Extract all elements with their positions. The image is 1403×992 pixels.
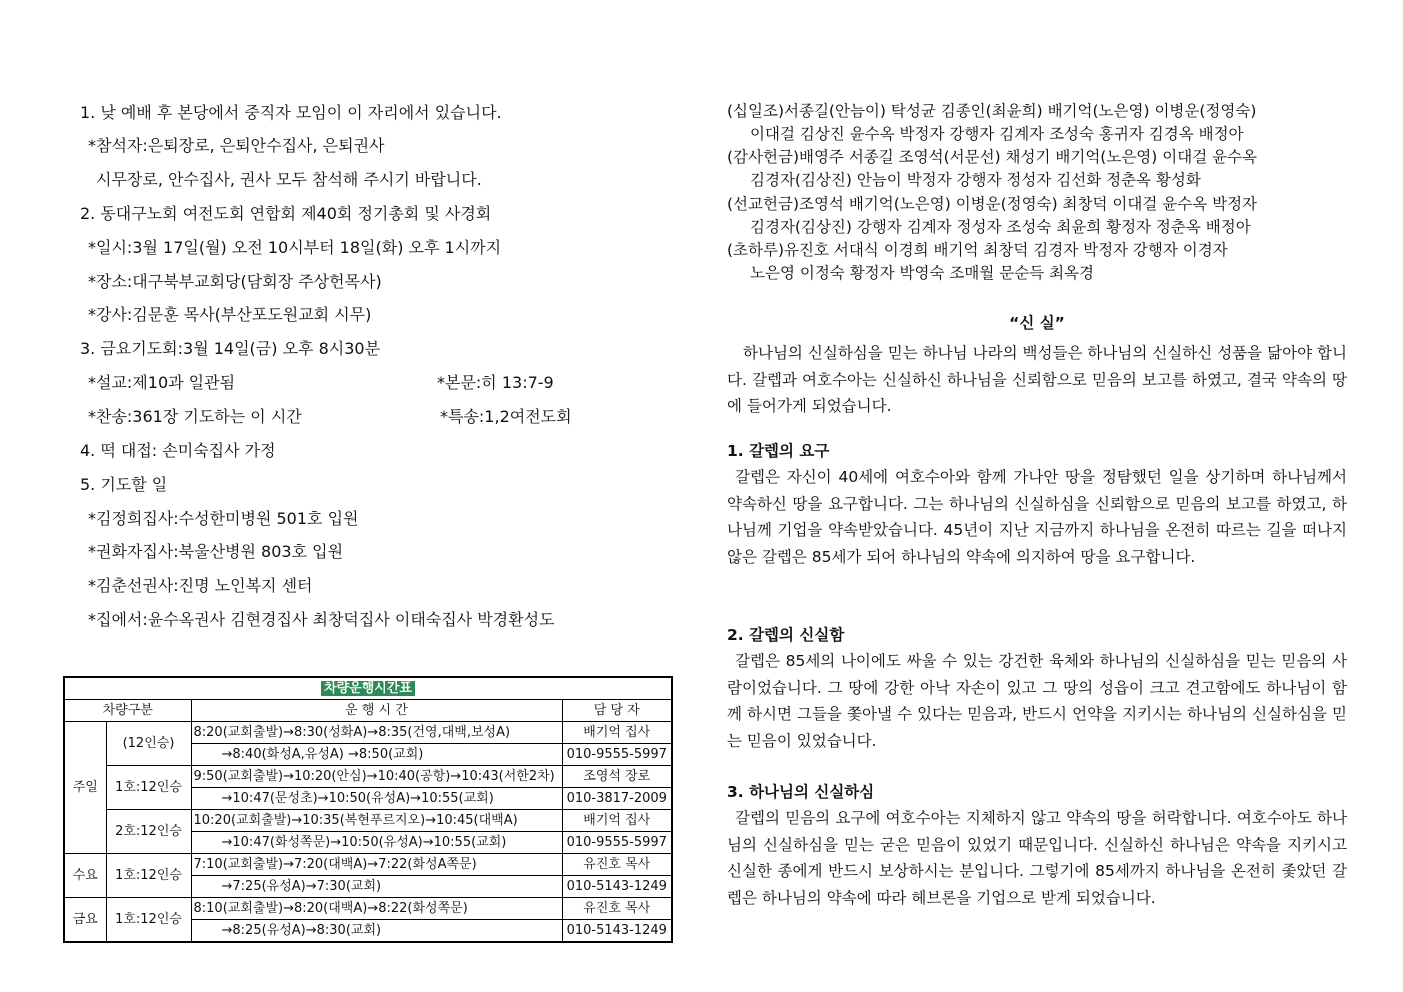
prayer-item: *집에서:윤수옥권사 김현경집사 최창덕집사 이태숙집사 박경환성도 [88, 610, 555, 629]
table-title-cell [64, 677, 672, 700]
vehicle-type: 1호:12인승 [106, 854, 191, 898]
route-line: 8:10(교회출발)→8:20(대백A)→8:22(화성쪽문) [191, 898, 562, 920]
section-heading-2: 2. 갈렙의 신실함 [727, 626, 845, 644]
day-friday: 금요 [64, 898, 106, 943]
driver-name: 조영석 장로 [562, 766, 672, 788]
driver-phone: 010-3817-2009 [562, 788, 672, 810]
table-title: 차량운행시간표 [321, 681, 415, 696]
section-body-3: 갈렙의 믿음의 요구에 여호수아는 지체하지 않고 약속의 땅을 허락합니다. 여호수아도 하나님의 신실하심을 믿는 굳은 믿음이 있었기 때문입니다. 신실하신 하나님은 약속을 지키시고 신실한 종에게 반드시 보상하시는 분입니다. 그렇기에 85세까지 하나님을 온전히 좇았던 갈렙은 하나님의 약속에 따라 헤브론을 기업으로 받게 되었습니다. [727, 809, 1347, 907]
route-line: 7:10(교회출발)→7:20(대백A)→7:22(화성A쪽문) [191, 854, 562, 876]
offering-first-day-cont: 노은영 이정숙 황정자 박영숙 조매월 문순득 최옥경 [750, 264, 1094, 282]
notice-2: 2. 동대구노회 여전도회 연합회 제40회 정기총회 및 사경회 [80, 204, 492, 223]
driver-name: 유진호 목사 [562, 898, 672, 920]
vehicle-type: 2호:12인승 [106, 810, 191, 854]
section-body-2: 갈렙은 85세의 나이에도 싸울 수 있는 강건한 육체와 하나님의 신실하심을 믿는 믿음의 사람이었습니다. 그 땅에 강한 아낙 자손이 있고 그 땅의 성읍이 크고 견고함에도 하나님이 함께 하시면 그들을 쫓아낼 수 있다는 믿음과, 반드시 언약을 지키시는 하나님의 신실하심을 믿는 믿음이 있었습니다. [727, 652, 1347, 750]
driver-name: 배기억 집사 [562, 722, 672, 744]
header-driver: 담 당 자 [562, 700, 672, 722]
day-wednesday: 수요 [64, 854, 106, 898]
notice-2-place: *장소:대구북부교회당(담회장 주상헌목사) [88, 272, 382, 291]
route-line: →10:47(화성쪽문)→10:50(유성A)→10:55(교회) [191, 832, 562, 854]
header-schedule: 운 행 시 간 [191, 700, 562, 722]
route-line: →8:40(화성A,유성A) →8:50(교회) [191, 744, 562, 766]
notice-3-sermon: *설교:제10과 일관됨 [88, 373, 236, 392]
vehicle-type: 1호:12인승 [106, 766, 191, 810]
section-body-1: 갈렙은 자신이 40세에 여호수아와 함께 가나안 땅을 정탐했던 일을 상기하며 하나님께서 약속하신 땅을 요구합니다. 그는 하나님의 신실하심을 신뢰함으로 믿음의 보고를 하였고, 하나님께 기업을 약속받았습니다. 45년이 지난 지금까지 하나님을 온전히 따르는 길을 떠나지 않은 갈렙은 85세가 되어 하나님의 약속에 의지하여 땅을 요구합니다. [727, 468, 1347, 566]
notice-3-hymn: *찬송:361장 기도하는 이 시간 [88, 407, 302, 426]
notice-4: 4. 떡 대접: 손미숙집사 가정 [80, 441, 276, 460]
route-line: →8:25(유성A)→8:30(교회) [191, 920, 562, 943]
notice-3-special: *특송:1,2여전도회 [440, 407, 572, 426]
driver-phone: 010-5143-1249 [562, 920, 672, 943]
offering-tithe-cont: 이대걸 김상진 윤수옥 박정자 강행자 김계자 조성숙 홍귀자 김경옥 배정아 [750, 125, 1244, 143]
notice-2-speaker: *강사:김문훈 목사(부산포도원교회 시무) [88, 305, 372, 324]
driver-name: 유진호 목사 [562, 854, 672, 876]
sermon-intro: 하나님의 신실하심을 믿는 하나님 나라의 백성들은 하나님의 신실하신 성품을 닮아야 합니다. 갈렙과 여호수아는 신실하신 하나님을 신뢰함으로 믿음의 보고를 하였고, 결국 약속의 땅에 들어가게 되었습니다. [727, 344, 1347, 415]
bus-schedule-table [63, 676, 673, 943]
notice-1-detail: 시무장로, 안수집사, 권사 모두 참석해 주시기 바랍니다. [96, 170, 482, 189]
prayer-item: *권화자집사:북울산병원 803호 입원 [88, 542, 344, 561]
sermon-title: “신 실” [1009, 314, 1065, 332]
section-heading-3: 3. 하나님의 신실하심 [727, 783, 875, 801]
vehicle-type: 1호:12인승 [106, 898, 191, 943]
driver-phone: 010-9555-5997 [562, 832, 672, 854]
prayer-item: *김정희집사:수성한미병원 501호 입원 [88, 509, 359, 528]
offering-thanks-cont: 김경자(김상진) 안늠이 박정자 강행자 정성자 김선화 정춘옥 황성화 [750, 171, 1201, 189]
driver-name: 배기억 집사 [562, 810, 672, 832]
route-line: 10:20(교회출발)→10:35(복현푸르지오)→10:45(대백A) [191, 810, 562, 832]
offering-first-day: (초하루)유진호 서대식 이경희 배기억 최창덕 김경자 박정자 강행자 이경자 [727, 241, 1228, 259]
route-line: →10:47(문성초)→10:50(유성A)→10:55(교회) [191, 788, 562, 810]
driver-phone: 010-9555-5997 [562, 744, 672, 766]
notice-3-text: *본문:히 13:7-9 [437, 373, 554, 392]
driver-phone: 010-5143-1249 [562, 876, 672, 898]
notice-5: 5. 기도할 일 [80, 475, 168, 494]
route-line: →7:25(유성A)→7:30(교회) [191, 876, 562, 898]
notice-2-date: *일시:3월 17일(월) 오전 10시부터 18일(화) 오후 1시까지 [88, 238, 502, 257]
notice-1-attendees: *참석자:은퇴장로, 은퇴안수집사, 은퇴권사 [88, 136, 385, 155]
header-vehicle: 차량구분 [64, 700, 191, 722]
offering-thanks: (감사헌금)배영주 서종길 조영석(서문선) 채성기 배기억(노은영) 이대걸 윤수옥 [727, 148, 1258, 166]
day-sunday: 주일 [64, 722, 106, 854]
section-heading-1: 1. 갈렙의 요구 [727, 442, 830, 460]
route-line: 8:20(교회출발)→8:30(성화A)→8:35(건영,대백,보성A) [191, 722, 562, 744]
offering-mission: (선교헌금)조영석 배기억(노은영) 이병운(정영숙) 최창덕 이대걸 윤수옥 박정자 [727, 195, 1258, 213]
offering-tithe: (십일조)서종길(안늠이) 탁성균 김종인(최윤희) 배기억(노은영) 이병운(정영숙) [727, 102, 1257, 120]
notice-1: 1. 낮 예배 후 본당에서 중직자 모임이 이 자리에서 있습니다. [80, 103, 502, 122]
offering-mission-cont: 김경자(김상진) 강행자 김계자 정성자 조성숙 최윤희 황정자 정춘옥 배정아 [750, 218, 1251, 236]
route-line: 9:50(교회출발)→10:20(안심)→10:40(공항)→10:43(서한2차) [191, 766, 562, 788]
vehicle-type: (12인승) [106, 722, 191, 766]
notice-3: 3. 금요기도회:3월 14일(금) 오후 8시30분 [80, 339, 381, 358]
prayer-item: *김춘선권사:진명 노인복지 센터 [88, 576, 313, 595]
